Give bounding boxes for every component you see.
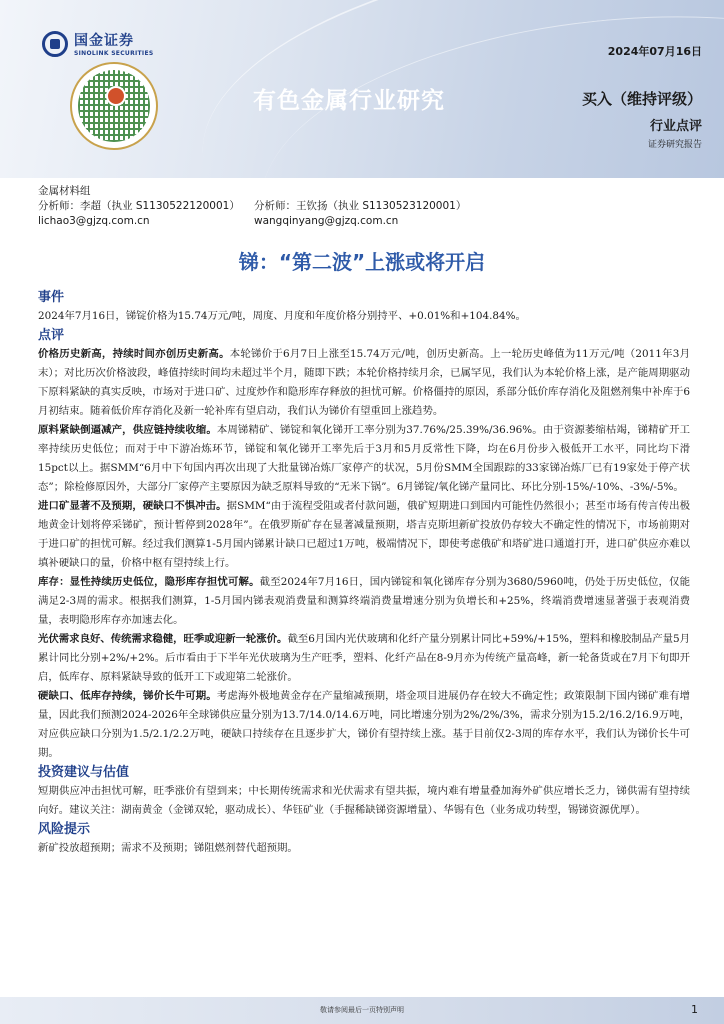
section-heading-risk: 风险提示 (38, 822, 91, 837)
qr-code-icon (70, 62, 158, 150)
paragraph-lead: 进口矿显著不及预期，硬缺口不惧冲击。 (38, 500, 227, 512)
report-category-title: 有色金属行业研究 (253, 88, 445, 114)
paragraph-lead: 价格历史新高，持续时间亦创历史新高。 (38, 348, 230, 360)
footer-disclaimer: 敬请参阅最后一页特别声明 (320, 1006, 404, 1014)
rating-label: 买入（维持评级） (581, 90, 702, 108)
paragraph-text: 本轮锑价于6月7日上涨至15.74万元/吨，创历史新高。上一轮历史峰值为11万元/吨（2011年3月末）；对比历次价格波段，峰值持续时间均未超过半个月，随即下跌；本轮价格持续月余，已属罕见，我们认为本轮价格上涨，是产能周期驱动下原料紧缺的真实反映，市场对于进口矿、过度炒作和隐形库存释放的担忧可解。价格僵持的原因，系部分低价库存消化及阻燃剂集中补库于6月初结束。随着低价库存消化及新一轮补库有望启动，我们认为锑价有望重回上涨趋势。 (38, 348, 691, 417)
analyst-group: 金属材料组 (38, 185, 91, 197)
analyst-2: 分析师：王钦扬（执业 S1130523120001） (254, 200, 467, 212)
logo-icon (42, 31, 68, 57)
paragraph-text: 据SMM“由于流程受阻或者付款问题，俄矿短期进口到国内可能性仍然很小；甚至市场有传言传出极地黄金计划将停采锑矿，预计暂停到2028年”。在俄罗斯矿存在显著减量预期，塔吉克斯坦新矿投放仍存较大不确定性的情况下，市场前期对于进口矿的担忧可解。经过我们测算1-5月国内锑累计缺口已超过1万吨，极端情况下，即使考虑俄矿和塔矿进口通道打开，进口矿供应亦难以填补硬缺口的量，价格中枢有望持续上行。 (38, 500, 690, 569)
comment-paragraph-price (38, 345, 690, 421)
report-date: 2024年07月16日 (607, 45, 702, 58)
article-title: 锑：“第二波”上涨或将开启 (238, 250, 486, 274)
comment-paragraph-import (38, 497, 690, 573)
logo-name-en: SINOLINK SECURITIES (74, 50, 154, 57)
paragraph-text: 本周锑精矿、锑锭和氧化锑开工率分别为37.76%/25.39%/36.96%。由于资源萎缩枯竭，锑精矿开工率持续历史低位；而对于中下游冶炼环节，锑锭和氧化锑开工率先后于3月和5月反常性下降，均在6月份步入极低开工水平，同比均下滑15pct以上。据SMM“6月中下旬国内再次出现了大批量锑冶炼厂家停产的状况，5月份SMM全国跟踪的33家锑冶炼厂已有19家处于停产状态”；除检修原因外，大部分厂家停产主要原因为缺乏原料导致的“无米下锅”。6月锑锭/氧化锑产量同比、环比分别-15%/-10%、-3%/-5%。 (38, 424, 690, 493)
paragraph-text: 截至2024年7月16日，国内锑锭和氧化锑库存分别为3680/5960吨，仍处于历史低位，仅能满足2-3周的需求。根据我们测算，1-5月国内锑表观消费量和测算终端消费量增速分别为负增长和+25%，终端消费增速显著强于表观消费量，表明隐形库存亦加速去化。 (38, 576, 690, 626)
author-info (38, 184, 466, 229)
page-number: 1 (691, 1003, 698, 1016)
page-footer (0, 997, 724, 1024)
section-heading-comment: 点评 (38, 328, 65, 343)
company-logo (42, 30, 153, 57)
comment-paragraph-demand (38, 630, 690, 687)
analyst-2-email[interactable]: wangqinyang@gjzq.com.cn (254, 215, 399, 227)
paragraph-lead: 原料紧缺倒逼减产，供应链持续收缩。 (38, 424, 217, 436)
section-heading-event: 事件 (38, 290, 65, 305)
paragraph-lead: 库存：显性持续历史低位，隐形库存担忧可解。 (38, 576, 260, 588)
article-body (38, 288, 690, 858)
report-subtype: 证券研究报告 (647, 140, 702, 150)
paragraph-text: 考虑海外极地黄金存在产量缩减预期，塔金项目进展仍存在较大不确定性；政策限制下国内锑矿难有增量，因此我们预测2024-2026年全球锑供应量分别为13.7/14.0/14.6万吨，同比增速分别为2%/2%/3%，需求分别为15.2/16.2/16.9万吨，对应供应缺口分别为1.5/2.1/2.2万吨，硬缺口持续存在且逐步扩大，锑价有望持续上涨。基于目前仅2-3周的库存水平，我们认为锑价长牛可期。 (38, 690, 690, 759)
advice-paragraph: 短期供应冲击担忧可解，旺季涨价有望到来；中长期传统需求和光伏需求有望共振，境内难有增量叠加海外矿供应增长乏力，锑供需有望持续向好。建议关注：湖南黄金（金锑双轮，驱动成长）、华钰矿业（手握稀缺锑资源增量）、华锡有色（业务成功转型，锡锑资源优厚）。 (38, 785, 690, 816)
event-paragraph: 2024年7月16日，锑锭价格为15.74万元/吨，周度、月度和年度价格分别持平、+0.01%和+104.84%。 (38, 310, 526, 322)
analyst-1: 分析师：李超（执业 S1130522120001） (38, 200, 240, 212)
paragraph-lead: 光伏需求良好、传统需求稳健，旺季或迎新一轮涨价。 (38, 633, 288, 645)
comment-paragraph-inventory (38, 573, 690, 630)
comment-paragraph-supply (38, 421, 690, 497)
logo-name-cn: 国金证券 (74, 33, 134, 49)
report-header (0, 0, 724, 178)
paragraph-lead: 硬缺口、低库存持续，锑价长牛可期。 (38, 690, 217, 702)
comment-paragraph-outlook (38, 687, 690, 763)
report-type: 行业点评 (649, 119, 702, 134)
section-heading-advice: 投资建议与估值 (38, 765, 130, 780)
risk-paragraph: 新矿投放超预期；需求不及预期；锑阻燃剂替代超预期。 (38, 842, 298, 854)
analyst-1-email[interactable]: lichao3@gjzq.com.cn (38, 215, 150, 227)
paragraph-text: 截至6月国内光伏玻璃和化纤产量分别累计同比+59%/+15%，塑料和橡胶制品产量5月累计同比分别+2%/+2%。后市看由于下半年光伏玻璃为生产旺季，塑料、化纤产品在8-9月亦为传统产量高峰，新一轮备货或在7月下旬即开启，低库存、原料紧缺导致的低开工下或迎第二轮涨价。 (38, 633, 690, 683)
